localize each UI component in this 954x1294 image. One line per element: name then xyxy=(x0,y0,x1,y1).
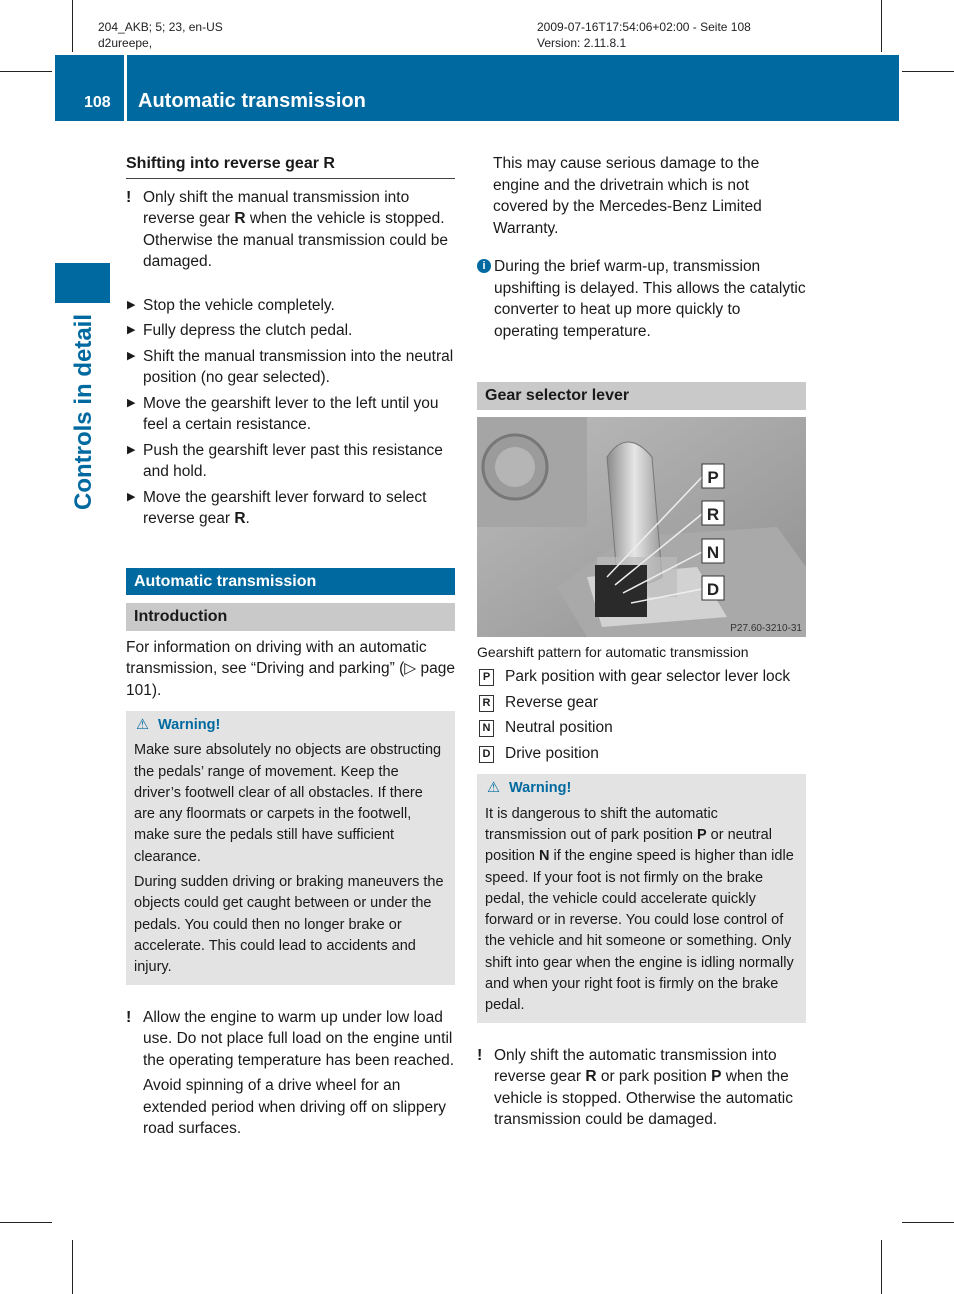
step-arrow-icon: ▶ xyxy=(127,443,136,456)
text-part: Only shift the manual transmission into reverse gear xyxy=(143,188,410,227)
step-item xyxy=(126,487,455,530)
side-tab-marker xyxy=(55,263,110,303)
step-text: Shift the manual transmission into the neutral position (no gear selected). xyxy=(143,347,454,386)
info-box xyxy=(477,256,806,342)
gear-key-icon: D xyxy=(479,746,494,763)
step-text: Move the gearshift lever to the left until you feel a certain resistance. xyxy=(143,394,439,433)
step-arrow-icon: ▶ xyxy=(127,324,136,336)
text-part: Only shift the automatic transmission into reverse gear xyxy=(494,1046,777,1086)
section-heading-reverse: Shifting into reverse gear R xyxy=(126,153,455,179)
step-arrow-icon: ▶ xyxy=(127,298,136,311)
gear-key-icon: R xyxy=(479,695,494,712)
exclamation-icon: ! xyxy=(126,1008,132,1026)
side-tab-label: Controls in detail xyxy=(70,313,97,511)
warning-triangle-icon: ⚠ xyxy=(487,780,500,797)
meta-line: 2009-07-16T17:54:06+02:00 - Seite 108 xyxy=(537,20,751,34)
notice-text xyxy=(494,1045,806,1131)
image-label-p: P xyxy=(707,468,719,487)
step-arrow-icon: ▶ xyxy=(127,396,136,409)
step-text: Push the gearshift lever past this resistance and hold. xyxy=(143,441,443,480)
step-arrow-icon: ▶ xyxy=(127,490,136,503)
warning-box xyxy=(126,711,455,985)
step-text xyxy=(143,489,426,528)
image-label-d: D xyxy=(706,580,720,599)
header-divider xyxy=(124,55,127,121)
notice-text: Avoid spinning of a drive wheel for an extended period when driving off on slippery road surfaces. xyxy=(143,1077,447,1138)
gear-letter: R xyxy=(585,1068,597,1086)
exclamation-icon: ! xyxy=(126,188,132,206)
print-meta-right xyxy=(537,19,751,51)
crop-mark xyxy=(72,1240,73,1294)
text-part: when the vehicle is stopped. Otherwise the automatic transmission could be damaged. xyxy=(494,1068,793,1129)
gear-selector-photo xyxy=(477,417,806,637)
figure-caption: Gearshift pattern for automatic transmission xyxy=(477,644,749,660)
image-label-n: N xyxy=(706,543,720,562)
crop-mark xyxy=(881,1240,882,1294)
text-part: when the vehicle is stopped. Otherwise the manual transmission could be damaged. xyxy=(143,210,448,270)
notice-box xyxy=(477,1045,806,1131)
notice-text: Allow the engine to warm up under low load use. Do not place full load on the engine until the operating temperature has been reached. xyxy=(143,1008,455,1069)
subsection-bar-introduction: Introduction xyxy=(126,603,455,631)
crop-mark xyxy=(0,1222,52,1223)
step-arrow-icon: ▶ xyxy=(127,349,136,362)
continued-text: This may cause serious damage to the engine and the drivetrain which is not covered by the Mercedes-Benz Limited Warranty. xyxy=(493,155,762,237)
crop-mark xyxy=(881,0,882,52)
warning-text: Make sure absolutely no objects are obstructing the pedals’ range of movement. Keep the driver’s footwell clear of all obstacles. If there are any floormats or carpets in the footwell, make sure the pedals still have sufficient clearance. xyxy=(134,742,442,865)
notice-text xyxy=(143,187,455,273)
print-meta-left xyxy=(98,19,223,51)
gear-description: Reverse gear xyxy=(505,693,599,711)
right-column-top xyxy=(477,153,806,410)
exclamation-icon: ! xyxy=(477,1046,483,1064)
warning-heading xyxy=(134,715,447,736)
step-item xyxy=(126,440,455,483)
meta-line: Version: 2.11.8.1 xyxy=(537,36,627,50)
crop-mark xyxy=(0,71,52,72)
text-part: . xyxy=(245,510,250,527)
text-part: It is dangerous to shift the automatic transmission out of park position xyxy=(485,805,718,843)
gear-letter: P xyxy=(696,826,707,843)
subsection-bar-gear-selector: Gear selector lever xyxy=(477,382,806,410)
gear-legend-item xyxy=(477,692,806,718)
left-column xyxy=(126,153,455,1152)
notice-box xyxy=(126,1007,455,1140)
step-item xyxy=(126,346,455,389)
text-part: if the engine speed is higher than idle speed. If your foot is not firmly on the brake pedal, the vehicle could accelerate quickly forward or in reverse. You could lose control of the vehicle and hit someone or something. Only shift into gear when the engine is idling normally and when your right foot is firmly on the brake pedal. xyxy=(485,848,794,1014)
warning-text: During sudden driving or braking maneuvers the objects could get caught between or under the pedals. You could then no longer brake or accelerate. This could lead to accidents and injury. xyxy=(134,874,444,976)
crop-mark xyxy=(902,1222,954,1223)
crop-mark xyxy=(72,0,73,52)
gear-description: Neutral position xyxy=(505,719,613,737)
info-text: During the brief warm-up, transmission upshifting is delayed. This allows the catalytic converter to heat up more quickly to operating temperature. xyxy=(494,258,806,340)
gear-letter: N xyxy=(539,848,550,865)
warning-title: Warning! xyxy=(509,780,572,797)
info-icon: i xyxy=(477,259,491,273)
step-text: Stop the vehicle completely. xyxy=(143,296,335,314)
gear-legend-item xyxy=(477,717,806,743)
gear-description: Park position with gear selector lever lock xyxy=(505,668,791,685)
text-part: or neutral position xyxy=(485,826,772,865)
gear-key-icon: P xyxy=(479,669,494,686)
meta-line: 204_AKB; 5; 23, en-US xyxy=(98,20,223,34)
warning-title: Warning! xyxy=(158,717,221,733)
step-item xyxy=(126,393,455,436)
gear-description: Drive position xyxy=(505,744,599,762)
section-bar-automatic-transmission: Automatic transmission xyxy=(126,568,455,596)
gear-legend-item xyxy=(477,666,806,692)
warning-box xyxy=(477,774,806,1022)
meta-line: d2ureepe, xyxy=(98,36,153,50)
gear-legend-item xyxy=(477,743,806,769)
image-label-r: R xyxy=(706,505,720,524)
gear-key-icon: N xyxy=(479,720,494,737)
page-number: 108 xyxy=(84,94,111,111)
gear-letter: R xyxy=(234,510,246,527)
warning-triangle-icon: ⚠ xyxy=(136,717,149,733)
gear-letter: P xyxy=(711,1068,722,1086)
gear-selector-illustration xyxy=(477,417,806,637)
warning-heading xyxy=(485,778,798,799)
warning-text xyxy=(485,804,798,1017)
text-part: Move the gearshift lever forward to select reverse gear xyxy=(143,488,427,527)
gear-letter: R xyxy=(234,210,246,227)
intro-text: For information on driving with an automatic transmission, see “Driving and parking” (▷ page 101). xyxy=(126,638,455,699)
step-text: Fully depress the clutch pedal. xyxy=(143,322,353,339)
notice-box xyxy=(126,187,455,273)
right-column-bottom xyxy=(477,666,806,1143)
image-code: P27.60-3210-31 xyxy=(730,623,802,634)
step-item xyxy=(126,320,455,342)
step-item xyxy=(126,295,455,317)
text-part: or park position xyxy=(596,1068,712,1086)
page-title: Automatic transmission xyxy=(138,90,366,112)
crop-mark xyxy=(902,71,954,72)
